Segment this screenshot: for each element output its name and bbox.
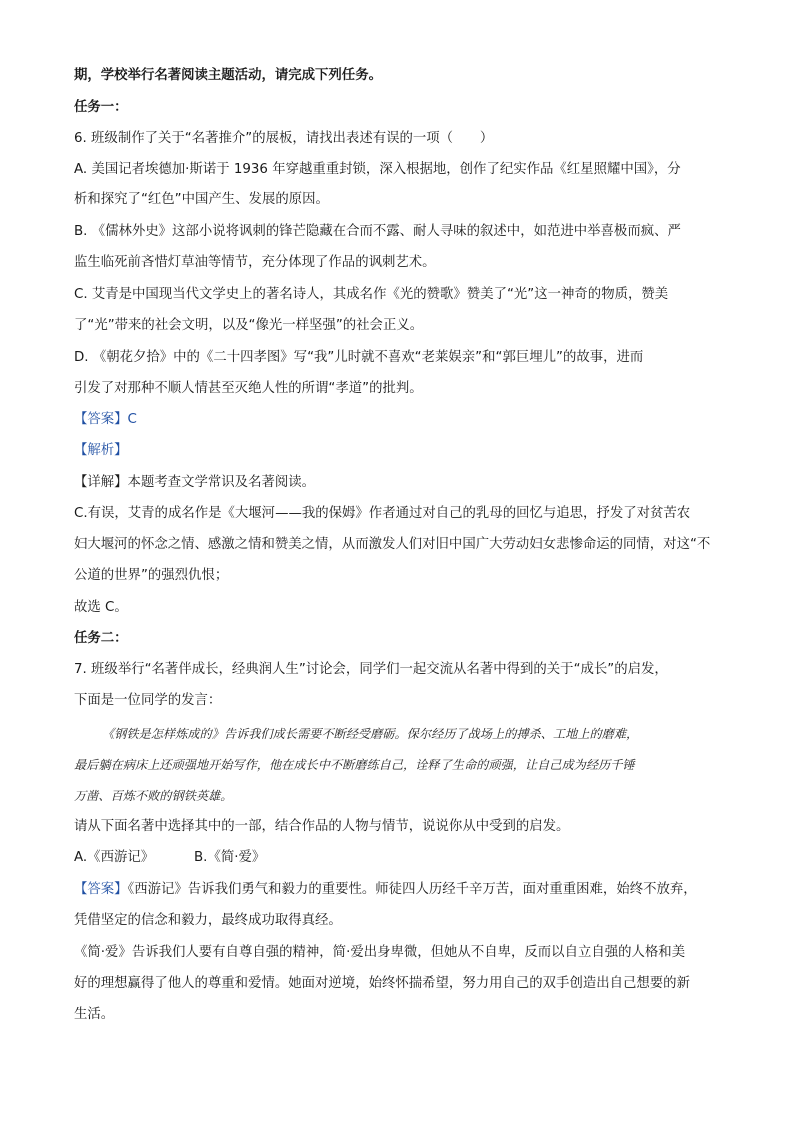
task2-heading: 任务二： xyxy=(74,631,128,646)
conclusion-line: 故选 C。 xyxy=(74,600,128,615)
answer-7-label: 【答案】 xyxy=(74,882,128,897)
quote-line-1: 《钢铁是怎样炼成的》告诉我们成长需要不断经受磨砺。保尔经历了战场上的搏杀、工地上的磨难， xyxy=(102,727,639,741)
intro-line: 期，学校举行名著阅读主题活动，请完成下列任务。 xyxy=(74,68,382,83)
choice-b: B.《简·爱》 xyxy=(194,850,266,865)
question-6: 6. 班级制作了关于“名著推介”的展板，请找出表述有误的一项（ ） xyxy=(74,131,494,146)
instruction-line: 请从下面名著中选择其中的一部，结合作品的人物与情节，说说你从中受到的启发。 xyxy=(74,819,570,834)
option-c-line-2: 了“光”带来的社会文明，以及“像光一样坚强”的社会正义。 xyxy=(74,318,424,333)
answer-7-line-2: 凭借坚定的信念和毅力，最终成功取得真经。 xyxy=(74,913,342,928)
question-7-line-1: 7. 班级举行“名著伴成长，经典润人生”讨论会，同学们一起交流从名著中得到的关于“成长”的启发， xyxy=(74,662,668,677)
quote-line-2: 最后躺在病床上还顽强地开始写作，他在成长中不断磨练自己，诠释了生命的顽强，让自己成为经历千锤 xyxy=(74,758,635,772)
answer2-line-3: 生活。 xyxy=(74,1007,115,1022)
option-b-line-2: 监生临死前吝惜灯草油等情节，充分体现了作品的讽刺艺术。 xyxy=(74,255,436,270)
answer-7-text: 《西游记》告诉我们勇气和毅力的重要性。师徒四人历经千辛万苦，面对重重困难，始终不放弃， xyxy=(127,882,697,897)
answer-6: 【答案】C xyxy=(74,412,137,427)
choices-row xyxy=(74,848,374,868)
detail-line: 【详解】本题考查文学常识及名著阅读。 xyxy=(74,475,316,490)
explanation-line-3: 公道的世界”的强烈仇恨； xyxy=(74,568,229,583)
option-b-line-1: B. 《儒林外史》这部小说将讽刺的锋芒隐藏在合而不露、耐人寻味的叙述中，如范进中举喜极而疯、严 xyxy=(74,224,681,239)
option-d-line-1: D. 《朝花夕拾》中的《二十四孝图》写“我”儿时就不喜欢“老莱娱亲”和“郭巨埋儿”的故事，进而 xyxy=(74,350,644,365)
explanation-line-2: 妇大堰河的怀念之情、感激之情和赞美之情，从而激发人们对旧中国广大劳动妇女悲惨命运的同情，对这“不 xyxy=(74,537,711,552)
option-a-line-1: A. 美国记者埃德加·斯诺于 1936 年穿越重重封锁，深入根据地，创作了纪实作品《红星照耀中国》，分 xyxy=(74,162,681,177)
answer2-line-1: 《简·爱》告诉我们人要有自尊自强的精神，简·爱出身卑微，但她从不自卑，反而以自立自强的人格和美 xyxy=(74,945,686,960)
quote-line-3: 万凿、百炼不败的钢铁英雄。 xyxy=(74,789,233,803)
question-7-line-2: 下面是一位同学的发言： xyxy=(74,693,222,708)
option-a-line-2: 析和探究了“红色”中国产生、发展的原因。 xyxy=(74,192,329,207)
option-d-line-2: 引发了对那种不顺人情甚至灭绝人性的所谓“孝道”的批判。 xyxy=(74,381,423,396)
analysis-label: 【解析】 xyxy=(74,443,128,458)
task1-heading: 任务一： xyxy=(74,100,128,115)
choice-a: A.《西游记》 xyxy=(74,850,155,865)
explanation-line-1: C.有误，艾青的成名作是《大堰河——我的保姆》作者通过对自己的乳母的回忆与追思，抒发了对贫苦农 xyxy=(74,506,691,521)
answer-7-line-1 xyxy=(74,880,697,900)
answer2-line-2: 好的理想赢得了他人的尊重和爱情。她面对逆境，始终怀揣希望，努力用自己的双手创造出自己想要的新 xyxy=(74,976,690,991)
option-c-line-1: C. 艾青是中国现当代文学史上的著名诗人，其成名作《光的赞歌》赞美了“光”这一神奇的物质，赞美 xyxy=(74,287,669,302)
